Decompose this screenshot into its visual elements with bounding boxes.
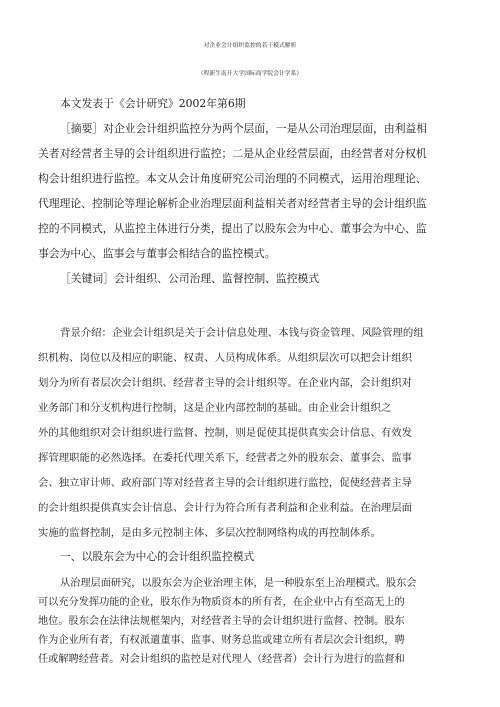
abstract-line: 事会为中心、监事会与董事会相结合的监控模式。 <box>38 247 276 260</box>
section-line: 从治理层面研究，以股东会为企业治理主体，是一种股东至上治理模式。股东会 <box>60 578 417 589</box>
article-title: 对企业会计组织监控的若干模式解析 <box>203 43 297 49</box>
background-line: 实施的监督控制，是由多元控制主体、多层次控制网络构成的再控制体系。 <box>38 527 381 539</box>
background-line: 外的其他组织对会计组织进行监督、控制，则是促使其提供真实会计信息、有效发 <box>38 427 413 439</box>
background-line: 挥管理职能的必然选择。在委托代理关系下，经营者之外的股东会、董事会、监事 <box>38 452 413 464</box>
section-line: 地位。股东会在法律法规框架内，对经营者主导的会计组织进行监督、控制。股东 <box>38 616 405 627</box>
source-line: 本文发表于《会计研究》2002年第6期 <box>60 97 246 110</box>
author-line: （程新生南开大学国际商学院会计学系） <box>197 71 303 77</box>
section-line: 可以充分发挥功能的企业，股东作为物质资本的所有者，在企业中占有至高无上的 <box>38 597 405 608</box>
section-heading: 一、以股东会为中心的会计组织监控模式 <box>60 550 255 563</box>
abstract-line: ［摘要］对企业会计组织监控分为两个层面，一是从公司治理层面，由利益相 <box>60 122 428 135</box>
background-line: 会、独立审计师、政府部门等对经营者主导的会计组织进行监控，促使经营者主导 <box>38 477 413 489</box>
section-line: 作为企业所有者，有权派遣董事、监事、财务总监或建立所有者层次会计组织，聘 <box>38 635 405 646</box>
abstract-line: 关者对经营者主导的会计组织进行监控；二是从企业经营层面，由经营者对分权机 <box>38 147 427 160</box>
background-line: 织机构、岗位以及相应的职能、权责、人员构成体系。从组织层次可以把会计组织 <box>38 352 413 364</box>
abstract-line: 控的不同模式，从监控主体进行分类，提出了以股东会为中心、董事会为中心、监 <box>38 222 427 235</box>
background-line: 背景介绍：企业会计组织是关于会计信息处理、本钱与资金管理、风险管理的组 <box>60 327 424 339</box>
abstract-line: 代理理论、控制论等理论解析企业治理层面利益相关者对经营者主导的会计组织监 <box>38 197 427 210</box>
abstract-line: 构会计组织进行监控。本文从会计角度研究公司治理的不同模式，运用治理理论、 <box>38 172 427 185</box>
background-line: 业务部门和分支机构进行控制，这是企业内部控制的基础。由企业会计组织之 <box>38 402 392 414</box>
keywords-line: ［关键词］会计组织、公司治理、监督控制、监控模式 <box>60 272 320 285</box>
section-line: 任或解聘经营者。对会计组织的监控是对代理人（经营者）会计行为进行的监督和 <box>38 654 405 665</box>
background-line: 划分为所有者层次会计组织、经营者主导的会计组织等。在企业内部，会计组织对 <box>38 377 413 389</box>
background-line: 的会计组织提供真实会计信息、会计行为符合所有者利益和企业利益。在治理层面 <box>38 502 413 514</box>
